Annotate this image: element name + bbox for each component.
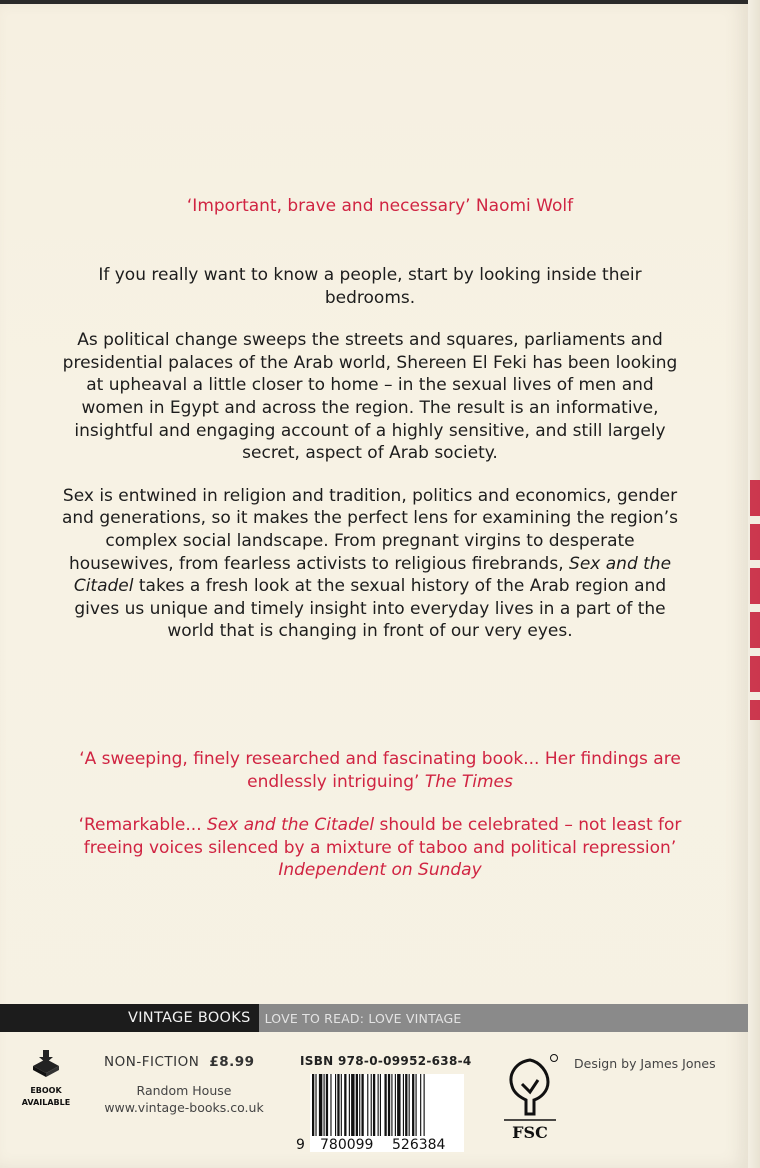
review-quote-1 [60,748,700,793]
ebook-label-line1: EBOOK [30,1086,62,1095]
review-quotes [60,748,700,903]
fsc-label: FSC [512,1123,548,1142]
publisher-info [100,1082,268,1116]
review-quote-2-title: Sex and the Citadel [207,815,375,836]
fsc-logo [496,1050,564,1146]
category-label: NON-FICTION [104,1054,200,1070]
blurb-paragraph-2: As political change sweeps the streets and squares, parliaments and presidential palaces of the Arab world, Shereen El Feki has been looking at upheaval a little closer to home – in the sexual lives of men and women in Egypt and across the region. The result is an informative, insightful and engaging account of a highly sensitive, and still largely secret, aspect of Arab society. [62,330,678,464]
spine-red-marks [750,480,760,720]
blurb-paragraph-3-text-b: takes a fresh look at the sexual history of the Arab region and gives us unique and timely insight into everyday lives in a part of the world that is changing in front of our very eyes. [74,576,667,642]
top-quote: ‘Important, brave and necessary’ Naomi Wolf [186,196,574,216]
footer [0,1032,748,1168]
blurb-paragraph-3 [60,485,680,643]
designer-credit: Design by James Jones [574,1056,716,1071]
book-title-inline: Sex and the Citadel [73,553,672,597]
review-quote-2-text-b: should be celebrated – not least for freeing voices silenced by a mixture of taboo and political repression’ [83,815,682,858]
ebook-badge [16,1046,76,1108]
imprint-bar [0,1004,748,1032]
price-label: £8.99 [209,1054,255,1070]
blurb [60,264,680,663]
imprint-tagline: LOVE TO READ: LOVE VINTAGE [259,1004,748,1032]
blurb-paragraph-1: If you really want to know a people, start by looking inside their bedrooms. [98,265,642,308]
barcode-digit-prefix: 9 [296,1137,305,1152]
category-price [104,1054,255,1070]
review-quote-1-source: The Times [424,771,513,792]
barcode-digits-left: 780099 [320,1137,374,1152]
review-quote-1-text: ‘A sweeping, finely researched and fascinating book... Her findings are endlessly intriguing’ [79,749,681,792]
review-quote-2-source: Independent on Sunday [278,860,482,881]
isbn-label: ISBN 978-0-09952-638-4 [300,1054,472,1068]
review-quote-2 [60,814,700,882]
barcode-digits-right: 526384 [392,1137,446,1152]
ebook-label-line2: AVAILABLE [21,1098,71,1107]
barcode [294,1074,464,1152]
review-quote-2-text-a: ‘Remarkable... [78,815,208,836]
blurb-paragraph-3-text-a: Sex is entwined in religion and tradition, politics and economics, gender and generations, so it makes the perfect lens for examining the region’s complex social landscape. From pregnant virgins to desperate housewives, from fearless activists to religious firebrands, [61,485,678,574]
publisher-website: www.vintage-books.co.uk [104,1100,264,1115]
publisher-name: Random House [136,1083,232,1098]
ebook-icon [29,1046,63,1080]
top-edge [0,0,748,4]
imprint-name: VINTAGE BOOKS [0,1004,259,1032]
